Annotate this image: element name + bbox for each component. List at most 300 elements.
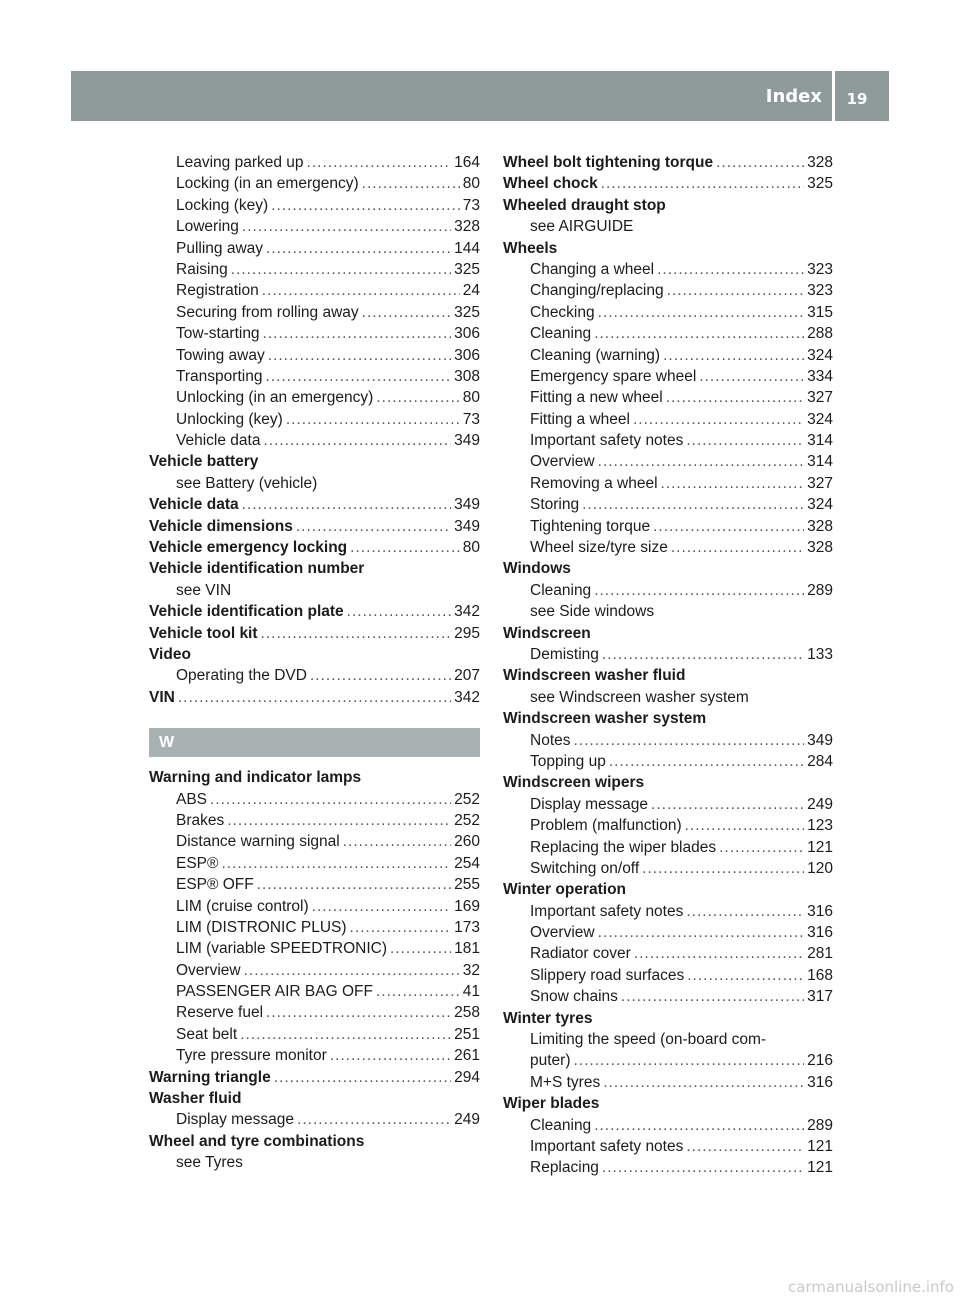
index-heading-entry[interactable] bbox=[149, 516, 480, 537]
entry-page-number[interactable]: 216 bbox=[807, 1052, 833, 1070]
dot-leader bbox=[266, 238, 451, 259]
entry-label: see Windscreen washer system bbox=[530, 688, 749, 706]
entry-page-number[interactable]: 349 bbox=[807, 731, 833, 749]
dot-leader bbox=[594, 1115, 804, 1136]
index-sub-entry[interactable] bbox=[149, 960, 480, 981]
index-sub-entry bbox=[503, 216, 833, 237]
index-sub-entry[interactable] bbox=[503, 858, 833, 879]
dot-leader bbox=[266, 1002, 451, 1023]
entry-label: Windscreen bbox=[503, 624, 591, 642]
entry-label: Replacing the wiper blades bbox=[530, 838, 717, 856]
entry-label: Wheeled draught stop bbox=[503, 196, 666, 214]
dot-leader bbox=[297, 1109, 451, 1130]
index-sub-entry[interactable] bbox=[503, 516, 833, 537]
index-heading-entry bbox=[503, 708, 833, 729]
dot-leader bbox=[685, 815, 805, 836]
index-heading-entry[interactable] bbox=[503, 173, 833, 194]
dot-leader bbox=[663, 345, 804, 366]
dot-leader bbox=[686, 1136, 804, 1157]
dot-leader bbox=[657, 259, 804, 280]
index-sub-entry[interactable] bbox=[503, 430, 833, 451]
index-heading-entry bbox=[503, 879, 833, 900]
entry-label: puter) bbox=[530, 1052, 571, 1070]
entry-page-number[interactable]: 73 bbox=[462, 196, 480, 214]
dot-leader bbox=[686, 901, 804, 922]
entry-page-number[interactable]: 173 bbox=[454, 918, 480, 936]
index-heading-entry bbox=[503, 1093, 833, 1114]
entry-label: Vehicle identification plate bbox=[149, 603, 344, 621]
entry-label: Lowering bbox=[176, 218, 239, 236]
entry-page-number[interactable]: 342 bbox=[454, 603, 480, 621]
entry-page-number[interactable]: 328 bbox=[454, 218, 480, 236]
entry-page-number[interactable]: 349 bbox=[454, 432, 480, 450]
index-heading-entry bbox=[149, 767, 480, 788]
page-title: Index bbox=[765, 86, 822, 107]
index-sub-entry[interactable] bbox=[503, 644, 833, 665]
index-heading-entry[interactable] bbox=[149, 1067, 480, 1088]
entry-page-number[interactable]: 315 bbox=[807, 303, 833, 321]
index-sub-entry[interactable] bbox=[149, 831, 480, 852]
index-sub-entry[interactable] bbox=[149, 345, 480, 366]
entry-label: Important safety notes bbox=[530, 902, 684, 920]
entry-page-number[interactable]: 327 bbox=[807, 389, 833, 407]
entry-page-number[interactable]: 316 bbox=[807, 924, 833, 942]
index-heading-entry bbox=[149, 1131, 480, 1152]
dot-leader bbox=[574, 1050, 805, 1071]
index-sub-entry[interactable] bbox=[149, 238, 480, 259]
index-sub-entry[interactable] bbox=[149, 409, 480, 430]
entry-label: Fitting a new wheel bbox=[530, 389, 663, 407]
entry-label: Demisting bbox=[530, 645, 599, 663]
index-sub-entry[interactable] bbox=[149, 366, 480, 387]
index-heading-entry[interactable] bbox=[149, 537, 480, 558]
entry-page-number[interactable]: 328 bbox=[807, 539, 833, 557]
entry-label: Warning and indicator lamps bbox=[149, 769, 362, 787]
index-sub-entry[interactable] bbox=[149, 874, 480, 895]
index-sub-entry[interactable] bbox=[149, 665, 480, 686]
entry-label: Changing a wheel bbox=[530, 260, 655, 278]
entry-page-number[interactable]: 281 bbox=[807, 945, 833, 963]
page-number: 19 bbox=[846, 90, 868, 108]
dot-leader bbox=[350, 917, 452, 938]
entry-page-number[interactable]: 325 bbox=[454, 260, 480, 278]
entry-page-number[interactable]: 325 bbox=[454, 303, 480, 321]
entry-page-number[interactable]: 252 bbox=[454, 790, 480, 808]
entry-label: LIM (DISTRONIC PLUS) bbox=[176, 918, 347, 936]
entry-page-number[interactable]: 314 bbox=[807, 432, 833, 450]
dot-leader bbox=[719, 837, 804, 858]
entry-page-number[interactable]: 317 bbox=[807, 988, 833, 1006]
entry-label: Vehicle emergency locking bbox=[149, 539, 348, 557]
entry-page-number[interactable]: 80 bbox=[462, 175, 480, 193]
index-sub-entry[interactable] bbox=[503, 580, 833, 601]
index-sub-entry[interactable] bbox=[149, 810, 480, 831]
header-divider bbox=[832, 71, 835, 121]
index-sub-entry[interactable] bbox=[503, 751, 833, 772]
entry-page-number[interactable]: 164 bbox=[454, 154, 480, 171]
entry-label: Notes bbox=[530, 731, 571, 749]
dot-leader bbox=[362, 302, 451, 323]
entry-page-number[interactable]: 73 bbox=[462, 410, 480, 428]
dot-leader bbox=[261, 623, 452, 644]
dot-leader bbox=[262, 280, 460, 301]
entry-label: Snow chains bbox=[530, 988, 618, 1006]
index-heading-entry[interactable] bbox=[149, 494, 480, 515]
entry-label: Switching on/off bbox=[530, 859, 640, 877]
entry-page-number[interactable]: 316 bbox=[807, 1073, 833, 1091]
index-sub-entry[interactable] bbox=[149, 152, 480, 173]
index-sub-entry bbox=[149, 1152, 480, 1173]
entry-page-number[interactable]: 289 bbox=[807, 581, 833, 599]
index-sub-entry[interactable] bbox=[149, 1109, 480, 1130]
entry-page-number[interactable]: 324 bbox=[807, 346, 833, 364]
index-sub-entry[interactable] bbox=[503, 1157, 833, 1178]
dot-leader bbox=[242, 216, 451, 237]
entry-page-number[interactable]: 261 bbox=[454, 1047, 480, 1065]
dot-leader bbox=[263, 430, 451, 451]
index-sub-entry[interactable] bbox=[503, 1115, 833, 1136]
index-sub-entry[interactable] bbox=[149, 323, 480, 344]
entry-page-number[interactable]: 41 bbox=[462, 983, 480, 1001]
entry-page-number[interactable]: 249 bbox=[454, 1111, 480, 1129]
entry-label: Windscreen wipers bbox=[503, 774, 645, 792]
entry-label: Important safety notes bbox=[530, 432, 684, 450]
index-sub-entry bbox=[149, 473, 480, 494]
entry-label: LIM (variable SPEEDTRONIC) bbox=[176, 940, 388, 958]
entry-label: Windows bbox=[503, 560, 571, 578]
entry-label: Tyre pressure monitor bbox=[176, 1047, 327, 1065]
entry-label: see Tyres bbox=[176, 1154, 243, 1172]
entry-page-number[interactable]: 349 bbox=[454, 517, 480, 535]
entry-label: Cleaning (warning) bbox=[530, 346, 661, 364]
entry-page-number[interactable]: 328 bbox=[807, 154, 833, 171]
index-sub-entry[interactable] bbox=[503, 794, 833, 815]
entry-label: Checking bbox=[530, 303, 595, 321]
entry-label: Vehicle battery bbox=[149, 453, 259, 471]
index-sub-entry[interactable] bbox=[503, 1136, 833, 1157]
entry-label: Distance warning signal bbox=[176, 833, 340, 851]
entry-page-number[interactable]: 121 bbox=[807, 1137, 833, 1155]
index-heading-entry bbox=[503, 772, 833, 793]
entry-page-number[interactable]: 251 bbox=[454, 1025, 480, 1043]
entry-label: Winter operation bbox=[503, 881, 627, 899]
dot-leader bbox=[210, 789, 451, 810]
dot-leader bbox=[221, 853, 451, 874]
entry-page-number[interactable]: 123 bbox=[807, 817, 833, 835]
entry-page-number[interactable]: 294 bbox=[454, 1068, 480, 1086]
entry-page-number[interactable]: 306 bbox=[454, 346, 480, 364]
entry-label: Transporting bbox=[176, 367, 263, 385]
index-column-right bbox=[503, 152, 833, 1179]
dot-leader bbox=[274, 1067, 451, 1088]
index-heading-entry bbox=[503, 238, 833, 259]
entry-label: Wheel bolt tightening torque bbox=[503, 154, 714, 171]
index-sub-entry[interactable] bbox=[149, 216, 480, 237]
index-sub-entry[interactable] bbox=[503, 1072, 833, 1093]
entry-page-number[interactable]: 308 bbox=[454, 367, 480, 385]
entry-label: Tightening torque bbox=[530, 517, 651, 535]
index-sub-entry[interactable] bbox=[149, 173, 480, 194]
entry-label: Raising bbox=[176, 260, 228, 278]
index-sub-entry[interactable] bbox=[503, 366, 833, 387]
entry-page-number[interactable]: 334 bbox=[807, 367, 833, 385]
entry-page-number[interactable]: 327 bbox=[807, 474, 833, 492]
dot-leader bbox=[265, 366, 451, 387]
dot-leader bbox=[716, 152, 804, 173]
entry-page-number[interactable]: 295 bbox=[454, 624, 480, 642]
entry-label: Overview bbox=[176, 961, 241, 979]
index-sub-entry[interactable] bbox=[503, 1050, 833, 1071]
entry-page-number[interactable]: 207 bbox=[454, 667, 480, 685]
entry-page-number[interactable]: 254 bbox=[454, 854, 480, 872]
entry-page-number[interactable]: 24 bbox=[462, 282, 480, 300]
dot-leader bbox=[307, 152, 452, 173]
index-heading-entry bbox=[503, 665, 833, 686]
dot-leader bbox=[667, 280, 805, 301]
entry-label: Unlocking (key) bbox=[176, 410, 283, 428]
entry-page-number[interactable]: 288 bbox=[807, 325, 833, 343]
index-sub-entry[interactable] bbox=[149, 387, 480, 408]
entry-label: Warning triangle bbox=[149, 1068, 271, 1086]
index-sub-entry[interactable] bbox=[503, 965, 833, 986]
entry-page-number[interactable]: 349 bbox=[454, 496, 480, 514]
dot-leader bbox=[602, 644, 804, 665]
index-sub-entry[interactable] bbox=[503, 730, 833, 751]
entry-page-number[interactable]: 80 bbox=[462, 539, 480, 557]
index-sub-entry[interactable] bbox=[149, 430, 480, 451]
index-sub-entry[interactable] bbox=[503, 345, 833, 366]
index-sub-entry[interactable] bbox=[149, 280, 480, 301]
entry-label: Wiper blades bbox=[503, 1095, 600, 1113]
index-sub-entry[interactable] bbox=[503, 302, 833, 323]
entry-page-number[interactable]: 169 bbox=[454, 897, 480, 915]
dot-leader bbox=[621, 986, 804, 1007]
entry-page-number[interactable]: 324 bbox=[807, 410, 833, 428]
section-header-w: W bbox=[149, 728, 480, 757]
watermark: carmanualsonline.info bbox=[788, 1278, 954, 1296]
index-sub-entry[interactable] bbox=[149, 789, 480, 810]
index-heading-entry[interactable] bbox=[149, 623, 480, 644]
index-sub-entry[interactable] bbox=[149, 853, 480, 874]
entry-label: Display message bbox=[530, 795, 649, 813]
index-sub-entry[interactable] bbox=[149, 938, 480, 959]
index-sub-entry[interactable] bbox=[149, 917, 480, 938]
dot-leader bbox=[231, 259, 451, 280]
index-sub-entry[interactable] bbox=[503, 922, 833, 943]
dot-leader bbox=[271, 195, 460, 216]
entry-page-number[interactable]: 328 bbox=[807, 517, 833, 535]
entry-label: Removing a wheel bbox=[530, 474, 658, 492]
dot-leader bbox=[350, 537, 460, 558]
index-heading-entry bbox=[149, 644, 480, 665]
index-sub-entry[interactable] bbox=[149, 259, 480, 280]
dot-leader bbox=[376, 387, 459, 408]
entry-label: Securing from rolling away bbox=[176, 303, 359, 321]
index-heading-entry bbox=[503, 558, 833, 579]
entry-label: Towing away bbox=[176, 346, 265, 364]
dot-leader bbox=[574, 730, 805, 751]
entry-label: VIN bbox=[149, 688, 175, 706]
entry-label: Limiting the speed (on-board com- bbox=[530, 1031, 767, 1049]
index-heading-entry[interactable] bbox=[149, 601, 480, 622]
entry-label: Wheel size/tyre size bbox=[530, 539, 668, 557]
index-sub-entry[interactable] bbox=[149, 981, 480, 1002]
entry-page-number[interactable]: 325 bbox=[807, 175, 833, 193]
entry-page-number[interactable]: 289 bbox=[807, 1116, 833, 1134]
index-sub-entry[interactable] bbox=[149, 1045, 480, 1066]
entry-page-number[interactable]: 306 bbox=[454, 325, 480, 343]
entry-label: M+S tyres bbox=[530, 1073, 601, 1091]
entry-label: Fitting a wheel bbox=[530, 410, 630, 428]
entry-label: Radiator cover bbox=[530, 945, 631, 963]
index-sub-entry bbox=[503, 1029, 833, 1050]
entry-label: Display message bbox=[176, 1111, 295, 1129]
entry-label: Brakes bbox=[176, 811, 225, 829]
index-sub-entry[interactable] bbox=[503, 409, 833, 430]
entry-label: LIM (cruise control) bbox=[176, 897, 309, 915]
dot-leader bbox=[601, 173, 804, 194]
dot-leader bbox=[263, 323, 452, 344]
dot-leader bbox=[312, 896, 451, 917]
entry-label: PASSENGER AIR BAG OFF bbox=[176, 983, 373, 1001]
dot-leader bbox=[178, 687, 451, 708]
entry-label: ABS bbox=[176, 790, 208, 808]
dot-leader bbox=[343, 831, 451, 852]
index-sub-entry[interactable] bbox=[149, 1024, 480, 1045]
entry-label: Overview bbox=[530, 453, 595, 471]
entry-label: Problem (malfunction) bbox=[530, 817, 682, 835]
index-sub-entry bbox=[503, 601, 833, 622]
entry-label: Cleaning bbox=[530, 325, 592, 343]
entry-label: Seat belt bbox=[176, 1025, 238, 1043]
entry-page-number[interactable]: 249 bbox=[807, 795, 833, 813]
dot-leader bbox=[240, 1024, 451, 1045]
index-sub-entry[interactable] bbox=[503, 323, 833, 344]
entry-label: see AIRGUIDE bbox=[530, 218, 634, 236]
entry-label: Vehicle tool kit bbox=[149, 624, 258, 642]
dot-leader bbox=[661, 473, 805, 494]
entry-label: Leaving parked up bbox=[176, 154, 304, 171]
entry-page-number[interactable]: 144 bbox=[454, 239, 480, 257]
entry-label: Changing/replacing bbox=[530, 282, 664, 300]
entry-label: Storing bbox=[530, 496, 580, 514]
entry-page-number[interactable]: 260 bbox=[454, 833, 480, 851]
index-sub-entry[interactable] bbox=[503, 494, 833, 515]
dot-leader bbox=[642, 858, 804, 879]
index-sub-entry[interactable] bbox=[149, 195, 480, 216]
dot-leader bbox=[602, 1157, 804, 1178]
entry-label: Tow-starting bbox=[176, 325, 260, 343]
entry-label: Vehicle identification number bbox=[149, 560, 365, 578]
dot-leader bbox=[653, 516, 804, 537]
entry-label: Windscreen washer system bbox=[503, 710, 707, 728]
index-sub-entry[interactable] bbox=[503, 901, 833, 922]
entry-label: ESP® OFF bbox=[176, 876, 254, 894]
index-sub-entry bbox=[503, 687, 833, 708]
entry-label: Topping up bbox=[530, 752, 606, 770]
entry-page-number[interactable]: 316 bbox=[807, 902, 833, 920]
dot-leader bbox=[633, 409, 804, 430]
dot-leader bbox=[594, 580, 804, 601]
dot-leader bbox=[598, 451, 805, 472]
entry-label: Locking (key) bbox=[176, 196, 269, 214]
entry-label: Cleaning bbox=[530, 1116, 592, 1134]
entry-page-number[interactable]: 342 bbox=[454, 688, 480, 706]
entry-page-number[interactable]: 121 bbox=[807, 838, 833, 856]
entry-page-number[interactable]: 252 bbox=[454, 811, 480, 829]
dot-leader bbox=[227, 810, 451, 831]
entry-label: Wheels bbox=[503, 239, 558, 257]
entry-label: ESP® bbox=[176, 854, 219, 872]
entry-label: Winter tyres bbox=[503, 1009, 593, 1027]
index-heading-entry[interactable] bbox=[503, 152, 833, 173]
index-sub-entry[interactable] bbox=[503, 451, 833, 472]
entry-page-number[interactable]: 133 bbox=[807, 645, 833, 663]
entry-label: Important safety notes bbox=[530, 1137, 684, 1155]
index-sub-entry[interactable] bbox=[149, 896, 480, 917]
dot-leader bbox=[598, 922, 805, 943]
entry-page-number[interactable]: 323 bbox=[807, 260, 833, 278]
dot-leader bbox=[286, 409, 460, 430]
dot-leader bbox=[390, 938, 451, 959]
entry-page-number[interactable]: 314 bbox=[807, 453, 833, 471]
index-sub-entry[interactable] bbox=[503, 537, 833, 558]
index-sub-entry[interactable] bbox=[503, 986, 833, 1007]
index-heading-entry bbox=[503, 623, 833, 644]
index-sub-entry[interactable] bbox=[503, 280, 833, 301]
index-heading-entry bbox=[503, 1008, 833, 1029]
dot-leader bbox=[699, 366, 804, 387]
entry-label: Overview bbox=[530, 924, 595, 942]
entry-label: Wheel and tyre combinations bbox=[149, 1132, 365, 1150]
entry-label: Slippery road surfaces bbox=[530, 966, 685, 984]
entry-page-number[interactable]: 255 bbox=[454, 876, 480, 894]
entry-page-number[interactable]: 258 bbox=[454, 1004, 480, 1022]
dot-leader bbox=[687, 965, 804, 986]
entry-page-number[interactable]: 80 bbox=[462, 389, 480, 407]
dot-leader bbox=[598, 302, 805, 323]
dot-leader bbox=[362, 173, 460, 194]
entry-page-number[interactable]: 181 bbox=[454, 940, 480, 958]
entry-page-number[interactable]: 284 bbox=[807, 752, 833, 770]
dot-leader bbox=[244, 960, 460, 981]
entry-page-number[interactable]: 324 bbox=[807, 496, 833, 514]
entry-page-number[interactable]: 120 bbox=[807, 859, 833, 877]
index-sub-entry[interactable] bbox=[503, 259, 833, 280]
entry-page-number[interactable]: 168 bbox=[807, 966, 833, 984]
index-sub-entry[interactable] bbox=[503, 837, 833, 858]
index-sub-entry bbox=[149, 580, 480, 601]
entry-page-number[interactable]: 121 bbox=[807, 1159, 833, 1177]
index-sub-entry[interactable] bbox=[149, 302, 480, 323]
entry-label: Wheel chock bbox=[503, 175, 598, 193]
index-sub-entry[interactable] bbox=[149, 1002, 480, 1023]
dot-leader bbox=[634, 943, 804, 964]
index-sub-entry[interactable] bbox=[503, 943, 833, 964]
entry-page-number[interactable]: 32 bbox=[462, 961, 480, 979]
entry-label: Vehicle data bbox=[149, 496, 239, 514]
index-heading-entry[interactable] bbox=[149, 687, 480, 708]
index-heading-entry bbox=[149, 451, 480, 472]
entry-label: Registration bbox=[176, 282, 259, 300]
index-sub-entry[interactable] bbox=[503, 815, 833, 836]
dot-leader bbox=[257, 874, 451, 895]
index-sub-entry[interactable] bbox=[503, 387, 833, 408]
index-sub-entry[interactable] bbox=[503, 473, 833, 494]
index-column-left bbox=[149, 152, 480, 1174]
entry-label: Unlocking (in an emergency) bbox=[176, 389, 374, 407]
entry-page-number[interactable]: 323 bbox=[807, 282, 833, 300]
